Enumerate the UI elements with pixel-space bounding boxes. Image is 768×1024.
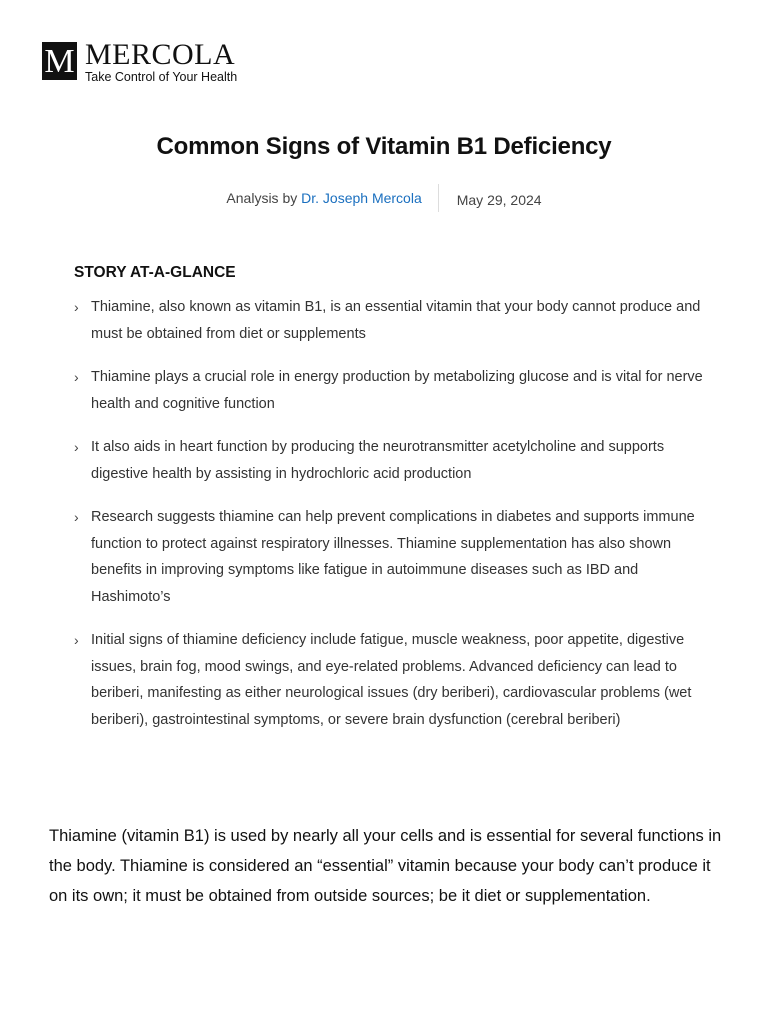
- glance-item: [74, 294, 704, 347]
- byline-prefix: Analysis by: [226, 190, 298, 206]
- body-paragraph: Thiamine (vitamin B1) is used by nearly all your cells and is essential for several functions in the body. Thiamine is considered an “essential” vitamin because your body can’t produce it on its own; it must be obtained from outside sources; be it diet or supplementation.: [49, 827, 722, 905]
- mercola-logo[interactable]: [42, 38, 238, 85]
- glance-heading: STORY AT-A-GLANCE: [74, 264, 236, 281]
- author-link[interactable]: Dr. Joseph Mercola: [301, 190, 422, 206]
- chevron-right-icon: ›: [74, 369, 79, 385]
- chevron-right-icon: ›: [74, 439, 79, 455]
- logo-tagline: Take Control of Your Health: [85, 70, 238, 84]
- glance-item-text: Research suggests thiamine can help prevent complications in diabetes and supports immune function to protect against respiratory illnesses. Thiamine supplementation has also shown benefits in improving symptoms like fatigue in autoimmune diseases such as IBD and Hashimoto’s: [91, 509, 695, 605]
- logo-text: [85, 38, 238, 85]
- logo-mark-icon: M: [42, 42, 77, 80]
- glance-item-text: Thiamine, also known as vitamin B1, is an essential vitamin that your body cannot produce and must be obtained from diet or supplements: [91, 299, 701, 342]
- chevron-right-icon: ›: [74, 299, 79, 315]
- glance-item: [74, 434, 704, 487]
- article-meta: [0, 184, 768, 212]
- glance-item-text: Initial signs of thiamine deficiency include fatigue, muscle weakness, poor appetite, digestive issues, brain fog, mood swings, and eye-related problems. Advanced deficiency can lead to beriberi, manifesting as either neurological issues (dry beriberi), cardiovascular problems (wet beriberi), gastrointestinal symptoms, or severe brain dysfunction (cerebral beriberi): [91, 632, 692, 728]
- story-at-a-glance: [74, 264, 704, 750]
- glance-item-text: Thiamine plays a crucial role in energy production by metabolizing glucose and is vital for nerve health and cognitive function: [91, 369, 703, 412]
- glance-item-text: It also aids in heart function by producing the neurotransmitter acetylcholine and supports digestive health by assisting in hydrochloric acid production: [91, 439, 665, 482]
- byline: [226, 190, 437, 206]
- chevron-right-icon: ›: [74, 632, 79, 648]
- logo-name: MERCOLA: [85, 38, 236, 71]
- article-title: Common Signs of Vitamin B1 Deficiency: [156, 133, 612, 160]
- glance-list: [74, 294, 704, 733]
- glance-item: [74, 504, 704, 610]
- chevron-right-icon: ›: [74, 509, 79, 525]
- glance-item: [74, 627, 704, 733]
- glance-item: [74, 364, 704, 417]
- publish-date: May 29, 2024: [456, 191, 542, 208]
